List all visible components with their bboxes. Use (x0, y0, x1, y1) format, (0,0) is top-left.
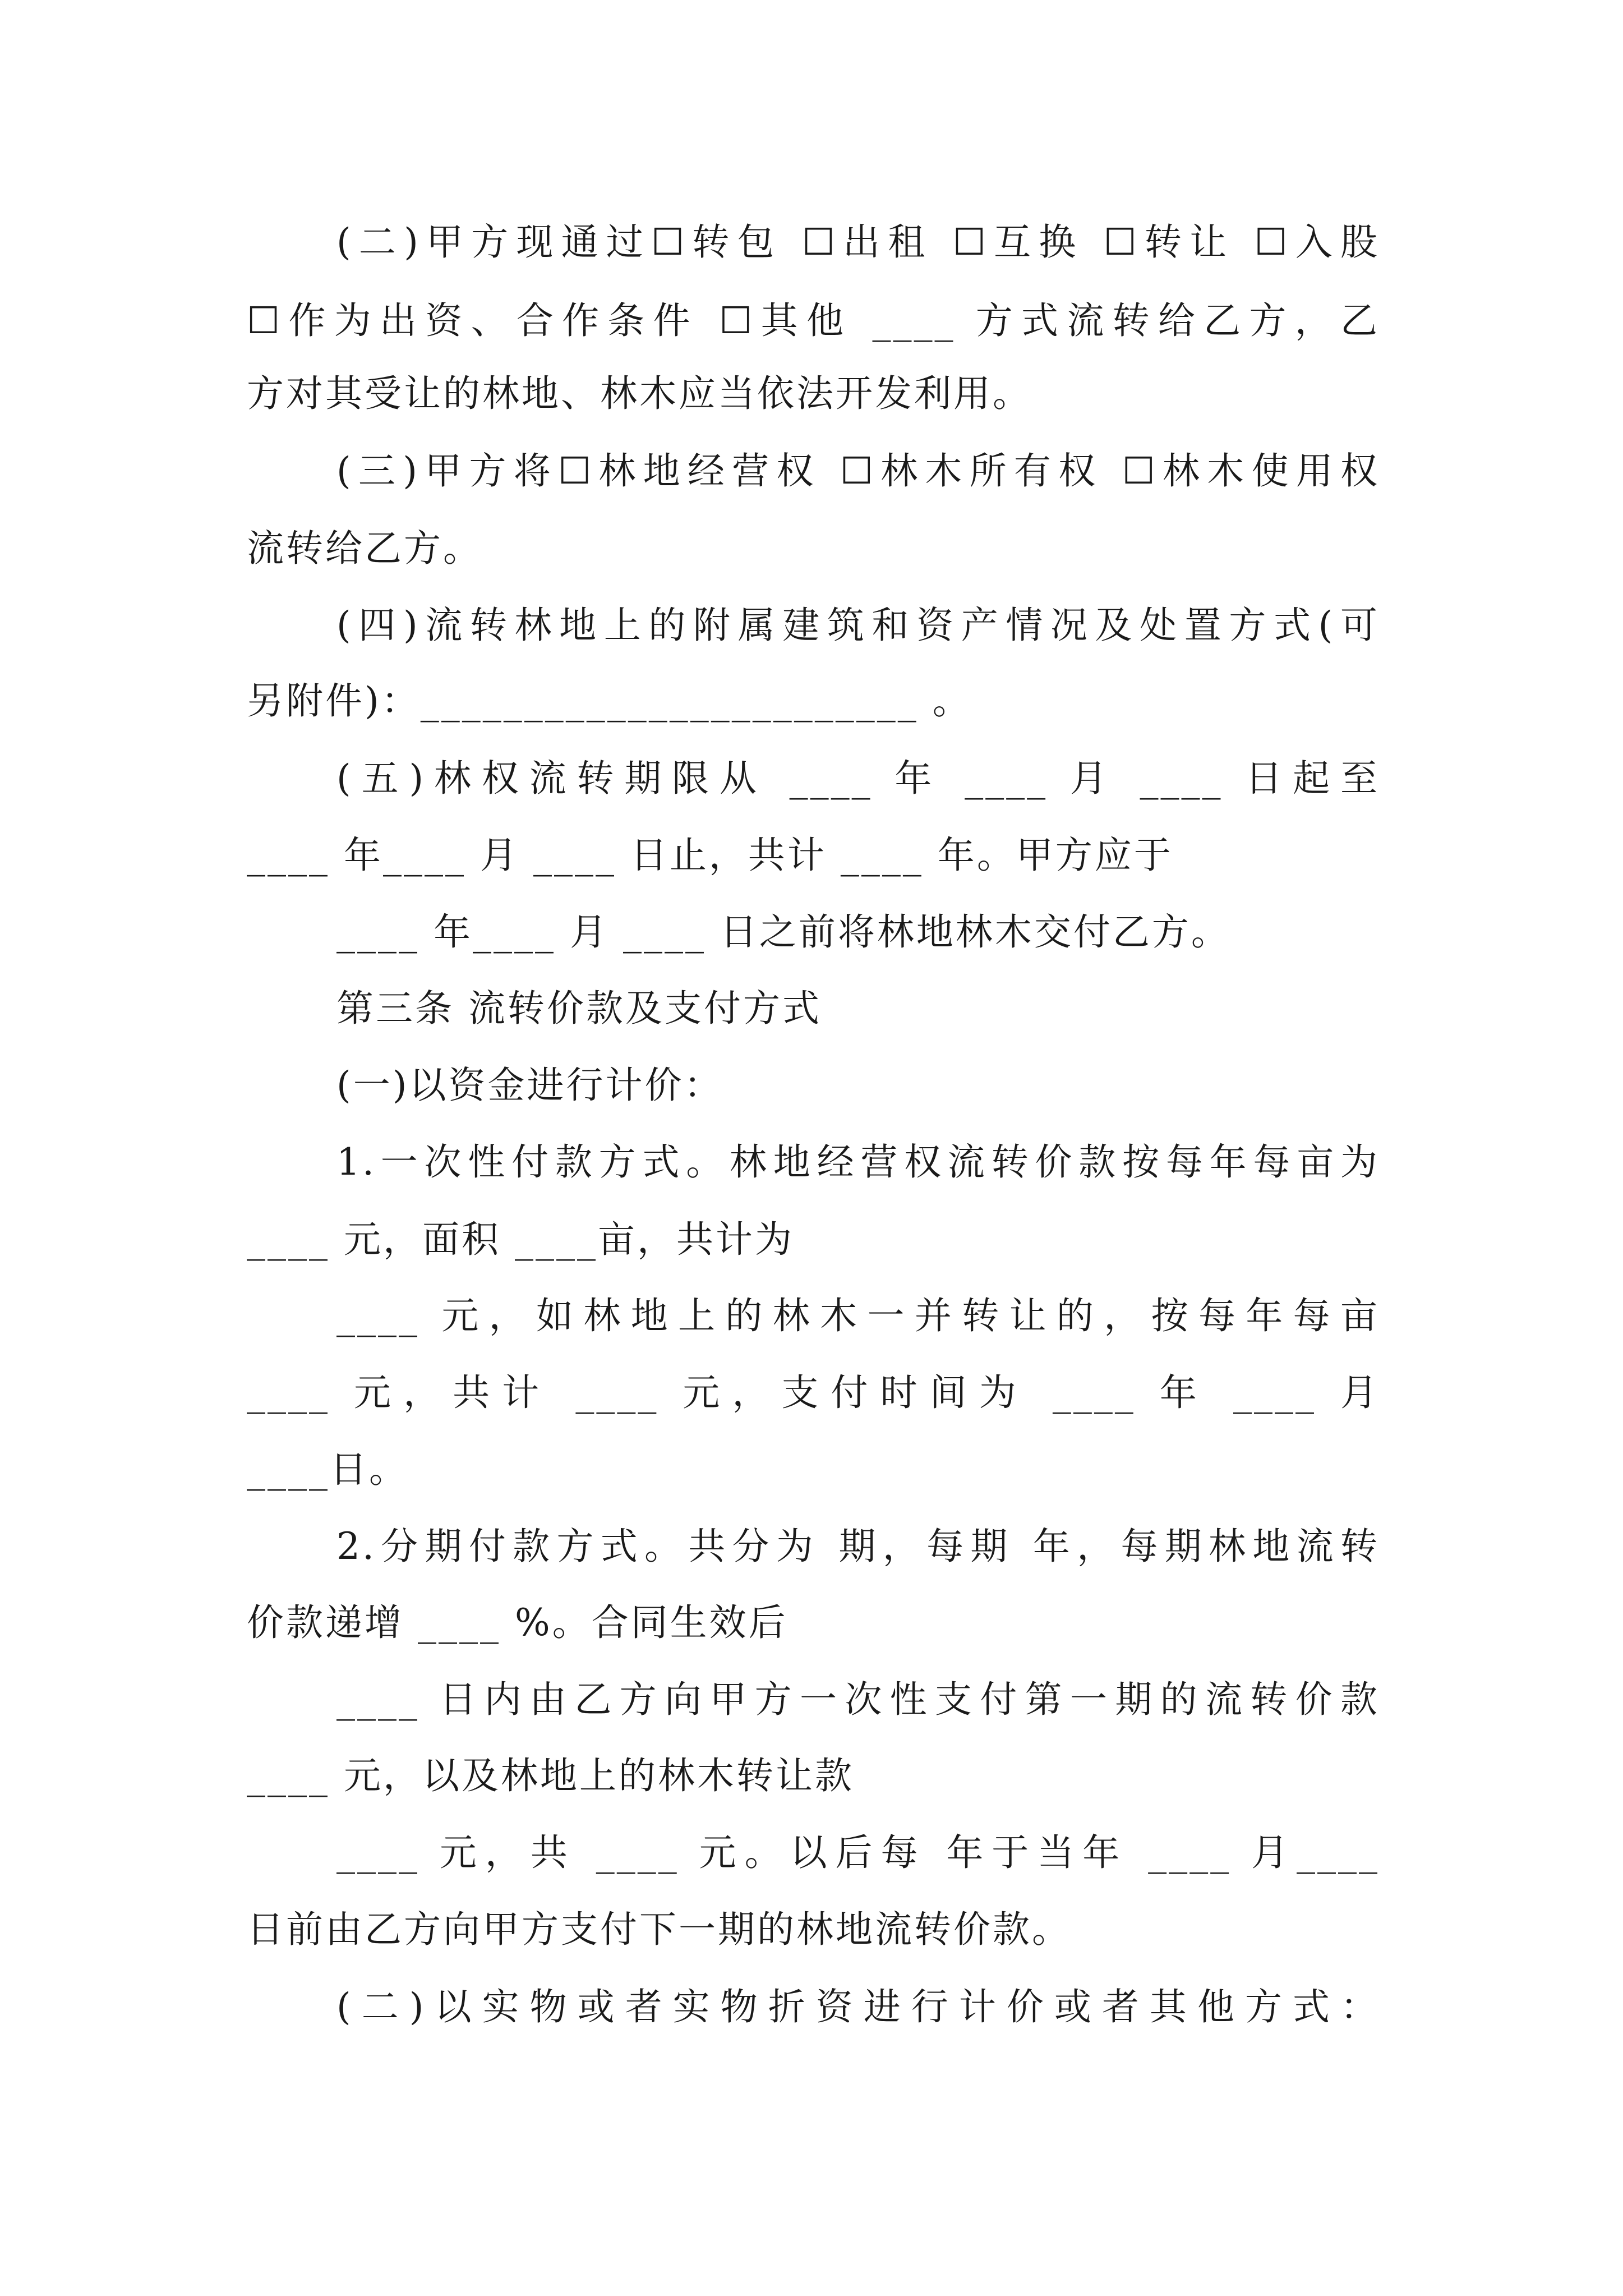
text-line: 流转给乙方。 (247, 527, 482, 570)
text-line: ____ 日内由乙方向甲方一次性支付第一期的流转价款 (336, 1678, 1380, 1721)
text-line: 另附件)：________________________ 。 (247, 679, 972, 723)
text-line: ____ 元，以及林地上的林木转让款 (247, 1754, 854, 1797)
text-line: (二)甲方现通过☐转包 ☐出租 ☐互换 ☐转让 ☐入股 (336, 220, 1380, 264)
text-line: 2.分期付款方式。共分为 期，每期 年，每期林地流转 (336, 1525, 1380, 1568)
text-line: (二)以实物或者实物折资进行计价或者其他方式： (336, 1985, 1380, 2028)
text-line: ____日。 (247, 1448, 408, 1491)
text-line: ____ 元，如林地上的林木一并转让的，按每年每亩 (336, 1294, 1380, 1337)
text-line: (四)流转林地上的附属建筑和资产情况及处置方式(可 (336, 604, 1380, 647)
text-line: ____ 年____ 月 ____ 日止，共计 ____ 年。甲方应于 (247, 834, 1173, 877)
text-line: 方对其受让的林地、林木应当依法开发利用。 (247, 372, 1032, 415)
text-line: (五)林权流转期限从 ____ 年 ____ 月 ____ 日起至 (336, 757, 1380, 800)
text-line: ____ 元，面积 ____亩，共计为 (247, 1218, 794, 1261)
text-line: (一)以资金进行计价： (336, 1064, 723, 1107)
text-line: ____ 年____ 月 ____ 日之前将林地林木交付乙方。 (336, 910, 1230, 954)
text-line: 1.一次性付款方式。林地经营权流转价款按每年每亩为 (336, 1140, 1380, 1184)
section-heading: 第三条 流转价款及支付方式 (336, 987, 822, 1030)
text-line: ____ 元，共计 ____ 元，支付时间为 ____ 年 ____ 月 (247, 1371, 1380, 1414)
text-line: ____ 元，共 ____ 元。以后每 年于当年 ____ 月____ (336, 1831, 1380, 1874)
text-line: 日前由乙方向甲方支付下一期的林地流转价款。 (247, 1908, 1071, 1951)
text-line: ☐作为出资、合作条件 ☐其他 ____ 方式流转给乙方，乙 (247, 299, 1380, 342)
text-line: 价款递增 ____ %。合同生效后 (247, 1601, 788, 1644)
text-line: (三)甲方将☐林地经营权 ☐林木所有权 ☐林木使用权 (336, 449, 1380, 493)
